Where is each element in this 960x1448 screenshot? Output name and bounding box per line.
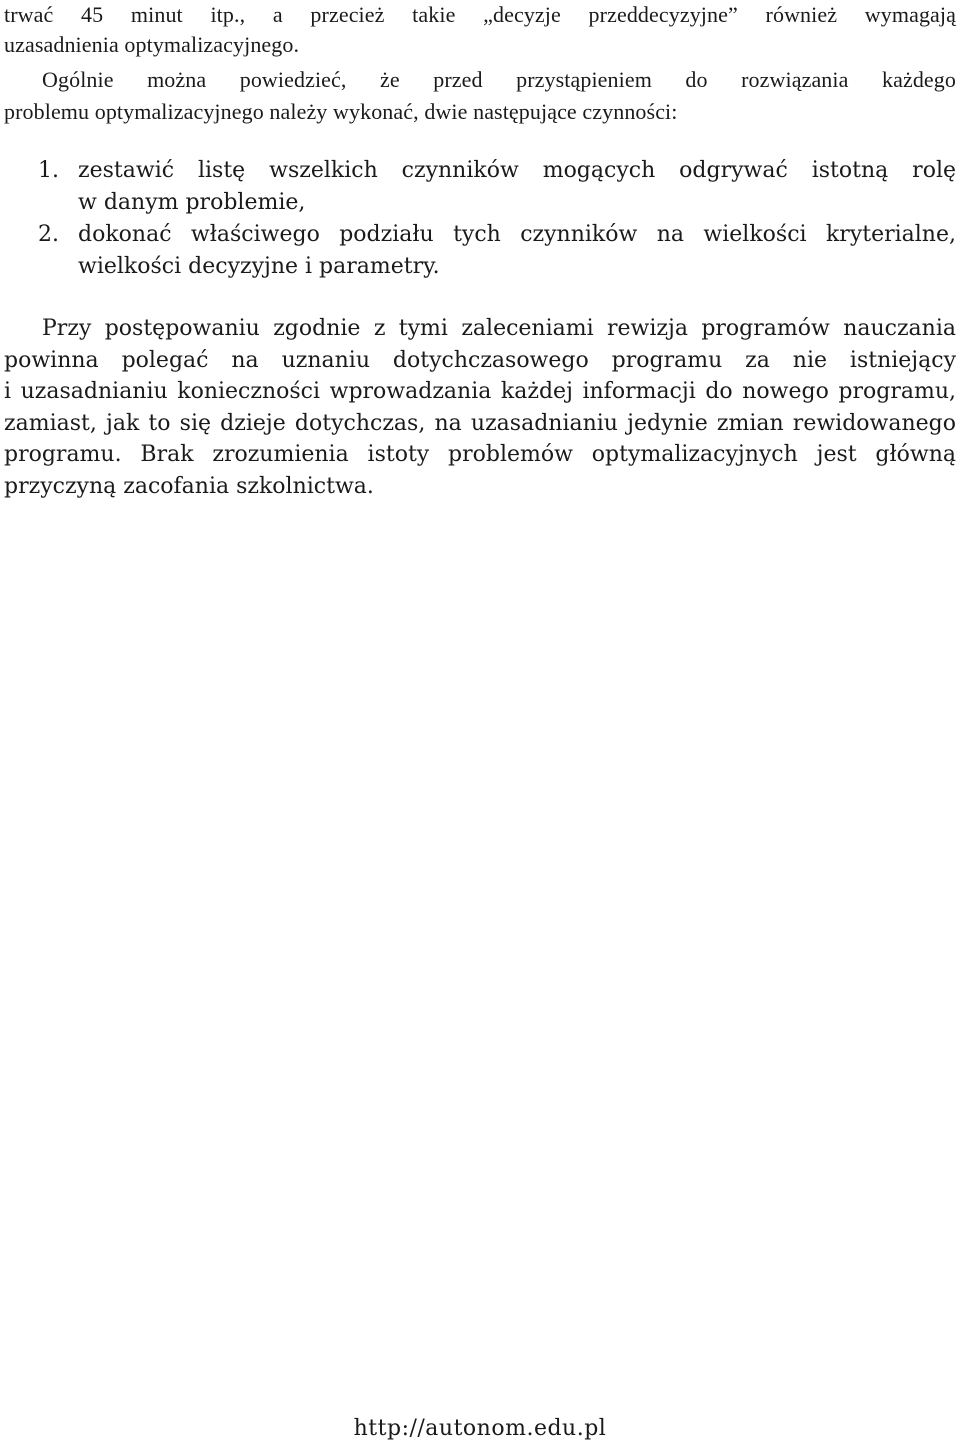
paragraph-top — [4, 0, 956, 60]
paragraph-main-line: powinna polegać na uznaniu dotychczasowego programu za nie istniejący — [4, 347, 956, 373]
paragraph-top-line: trwać 45 minut itp., a przecież takie „decyzje przeddecyzyjne” również wymagają — [4, 2, 956, 27]
footer-url: http://autonom.edu.pl — [353, 1416, 607, 1441]
paragraph-intro — [4, 64, 956, 128]
list-item-line: wielkości decyzyjne i parametry. — [78, 254, 440, 279]
paragraph-intro-line: problemu optymalizacyjnego należy wykonać, dwie następujące czynności: — [4, 99, 678, 124]
paragraph-intro-line: Ogólnie można powiedzieć, że przed przystąpieniem do rozwiązania każdego — [42, 67, 956, 92]
paragraph-main — [4, 313, 956, 502]
numbered-list — [38, 155, 956, 283]
list-item-number: 2. — [38, 222, 59, 247]
list-item-number: 1. — [38, 158, 59, 183]
list-item — [38, 219, 956, 283]
paragraph-main-line: zamiast, jak to się dzieje dotychczas, na uzasadnianiu jedynie zmian rewidowanego — [4, 410, 956, 436]
paragraph-main-line: przyczyną zacofania szkolnictwa. — [4, 473, 374, 499]
paragraph-top-line: uzasadnienia optymalizacyjnego. — [4, 32, 300, 57]
list-item-line: zestawić listę wszelkich czynników mogących odgrywać istotną rolę — [78, 158, 956, 183]
paragraph-main-line: programu. Brak zrozumienia istoty problemów optymalizacyjnych jest główną — [4, 442, 956, 467]
list-item-line: w danym problemie, — [78, 190, 306, 215]
paragraph-main-line: Przy postępowaniu zgodnie z tymi zaleceniami rewizja programów nauczania — [42, 316, 956, 341]
list-item — [38, 155, 956, 219]
list-item-line: dokonać właściwego podziału tych czynników na wielkości kryterialne, — [78, 222, 956, 247]
paragraph-main-line: i uzasadnianiu konieczności wprowadzania każdej informacji do nowego programu, — [4, 379, 956, 404]
